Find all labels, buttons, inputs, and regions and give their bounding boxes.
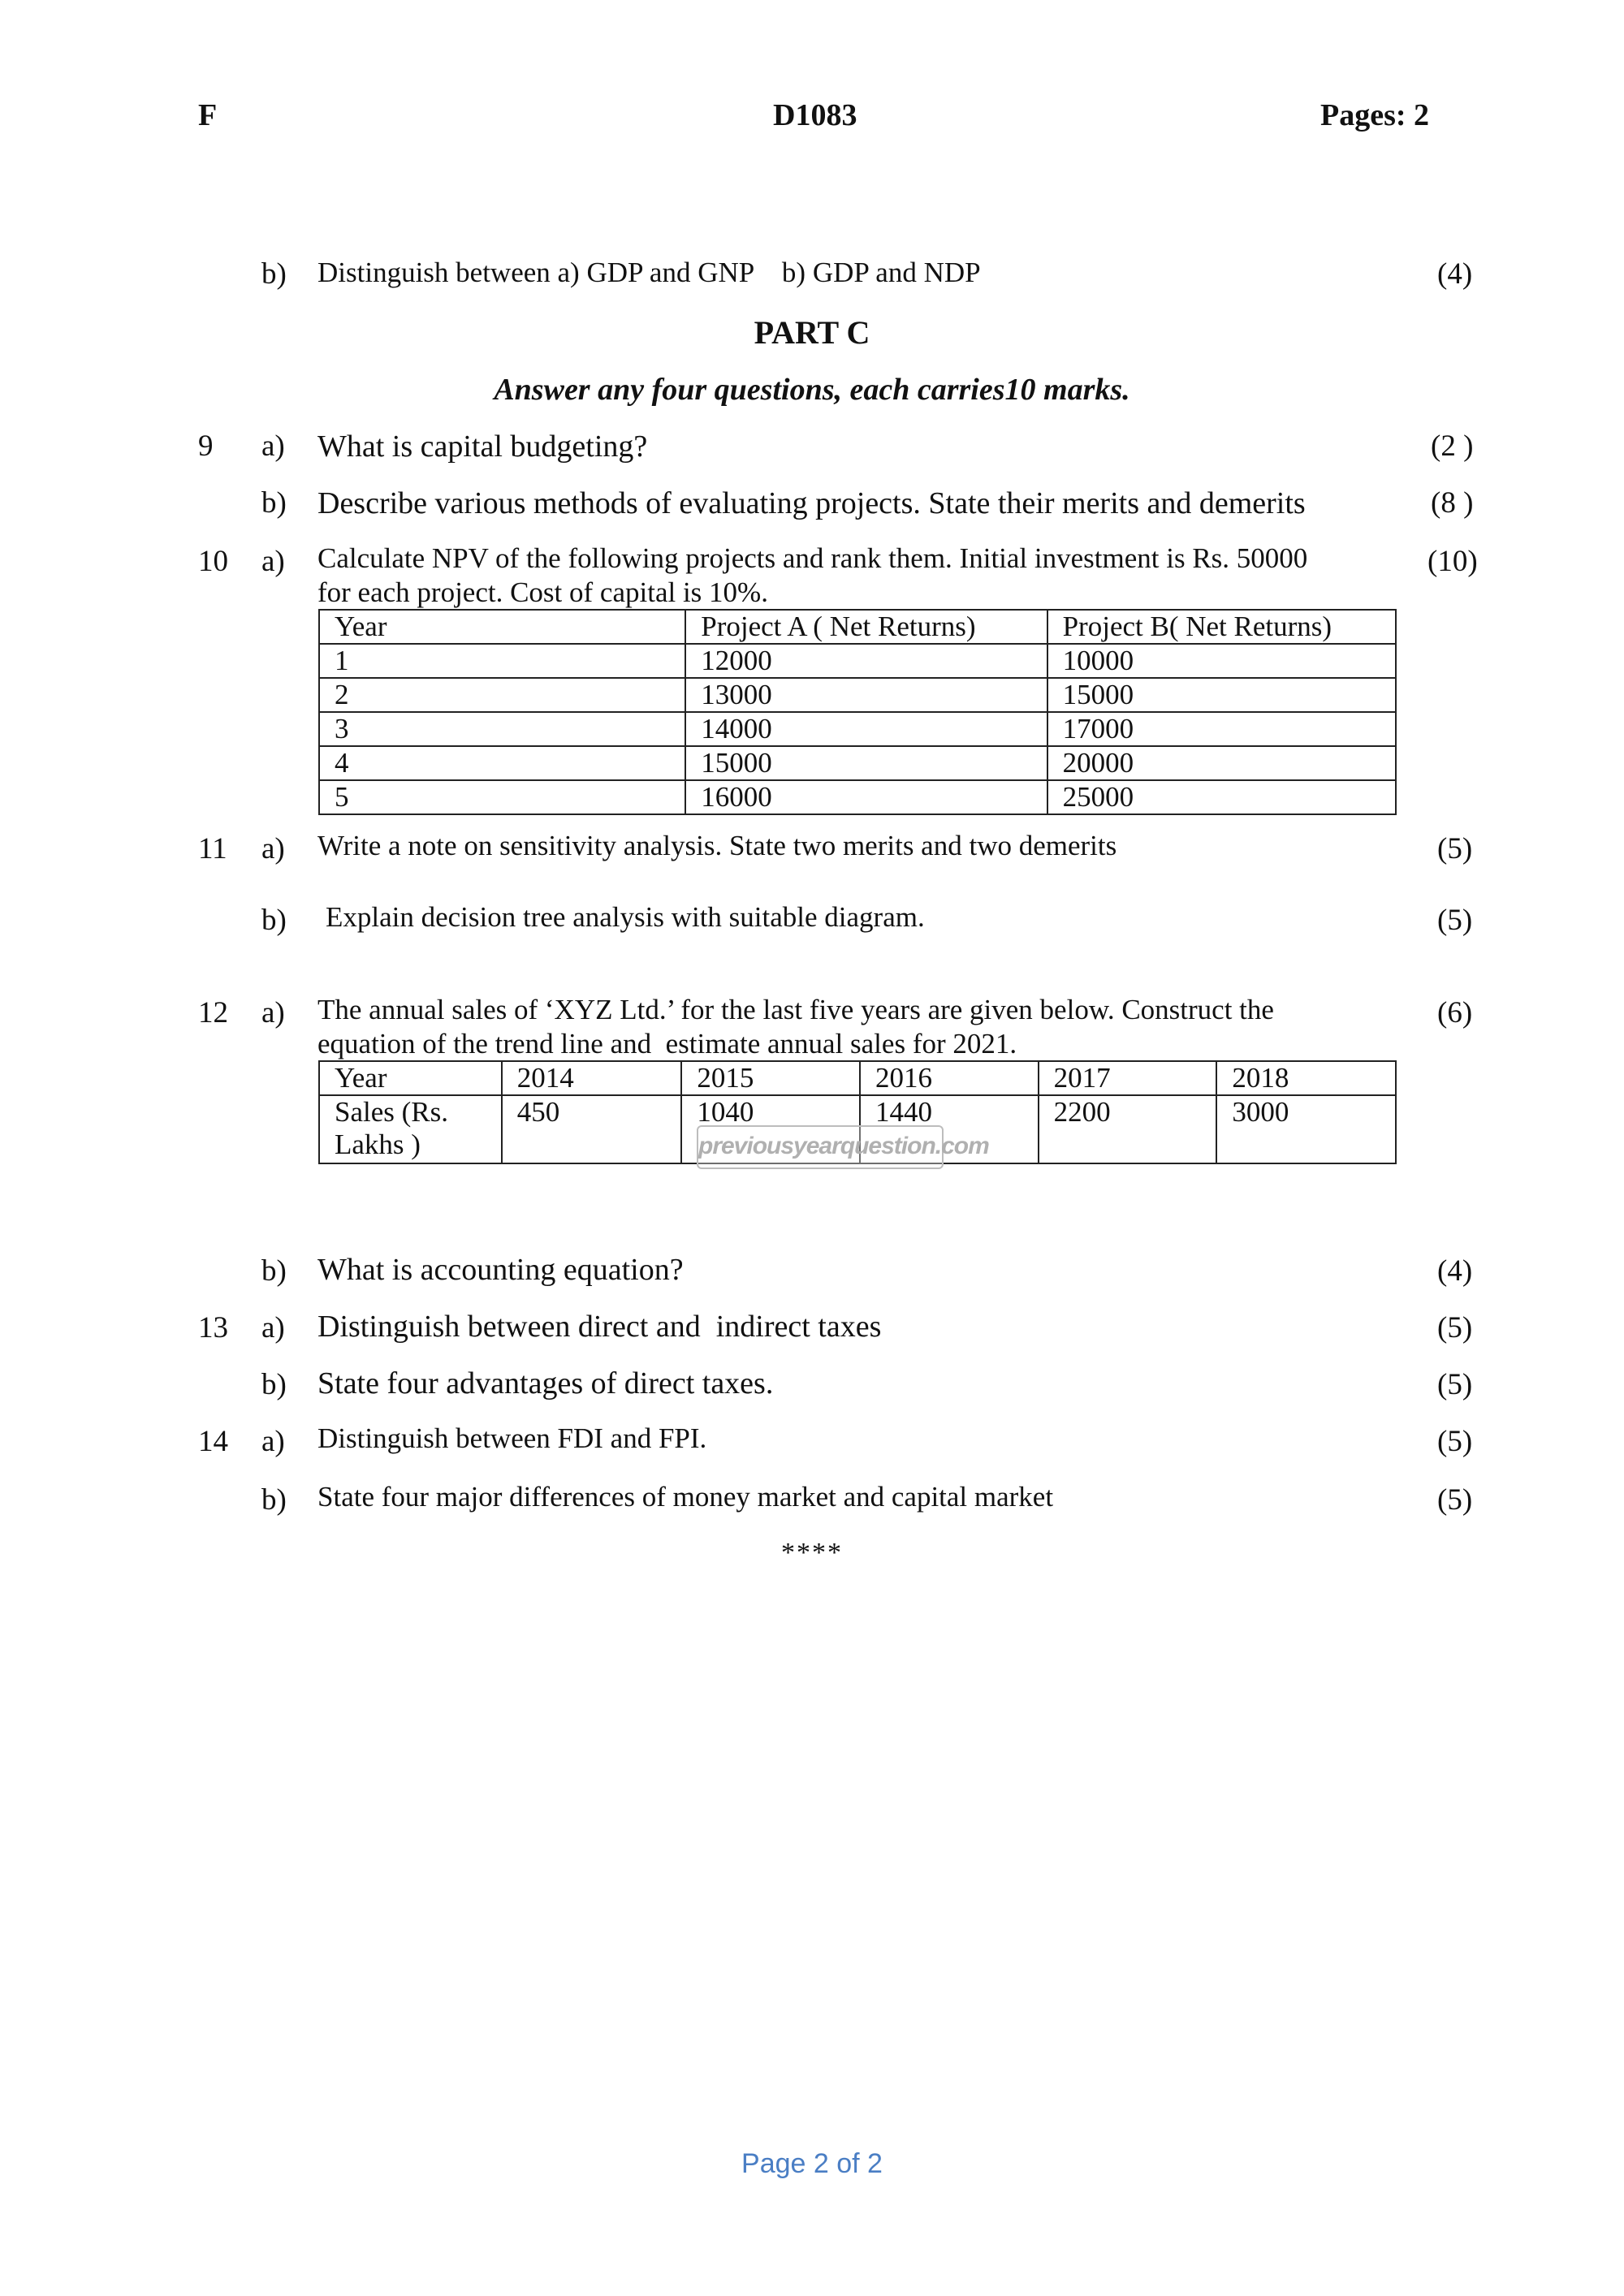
table-header-cell: Year — [319, 610, 685, 644]
end-mark: **** — [781, 1538, 843, 1568]
q12b-label: b) — [261, 1254, 287, 1288]
q13b-text: State four advantages of direct taxes. — [317, 1366, 774, 1400]
q9a-text: What is capital budgeting? — [317, 429, 648, 464]
q10a-label: a) — [261, 545, 285, 578]
table-row — [319, 644, 1396, 678]
q11-number: 11 — [198, 832, 227, 865]
table-cell: 20000 — [1047, 746, 1396, 780]
q13-number: 13 — [198, 1311, 228, 1344]
q12a-marks: (6) — [1437, 996, 1473, 1029]
q11a-label: a) — [261, 832, 285, 865]
q12b-text: What is accounting equation? — [317, 1253, 684, 1287]
table-cell: 16000 — [685, 780, 1047, 814]
table-cell: 13000 — [685, 678, 1047, 712]
q9b-marks: (8 ) — [1431, 486, 1474, 520]
table-cell-sales-label — [319, 1095, 502, 1163]
q13a-text: Distinguish between direct and indirect taxes — [317, 1310, 882, 1344]
table-cell: 17000 — [1047, 712, 1396, 746]
table-header-cell: Project B( Net Returns) — [1047, 610, 1396, 644]
table-cell: 3000 — [1216, 1095, 1396, 1163]
table-cell: 2018 — [1216, 1061, 1396, 1095]
table-row — [319, 1061, 1396, 1095]
part-c-instruction: Answer any four questions, each carries10 marks. — [494, 373, 1130, 407]
q11b-text: Explain decision tree analysis with suitable diagram. — [326, 901, 925, 933]
q11b-marks: (5) — [1437, 904, 1473, 937]
q12b-marks: (4) — [1437, 1254, 1473, 1288]
table-row — [319, 746, 1396, 780]
table-cell: 5 — [319, 780, 685, 814]
watermark: previousyearquestion.com — [697, 1125, 944, 1169]
table-cell: 4 — [319, 746, 685, 780]
header-left: F — [198, 98, 218, 132]
q14-number: 14 — [198, 1425, 228, 1458]
table-cell: 1440 — [860, 1095, 1039, 1163]
q8b-marks: (4) — [1437, 257, 1473, 291]
table-cell: 2 — [319, 678, 685, 712]
q10a-marks: (10) — [1427, 545, 1478, 578]
header-pages: Pages: 2 — [1320, 98, 1430, 132]
q8b-text: Distinguish between a) GDP and GNP b) GDP and NDP — [317, 257, 981, 288]
table-cell: Year — [319, 1061, 502, 1095]
table-cell: 2017 — [1039, 1061, 1217, 1095]
q14a-text: Distinguish between FDI and FPI. — [317, 1422, 707, 1454]
q13b-label: b) — [261, 1368, 287, 1401]
table-cell: 2016 — [860, 1061, 1039, 1095]
q14b-text: State four major differences of money market and capital market — [317, 1481, 1054, 1513]
sales-label-line1: Sales (Rs. — [335, 1096, 448, 1128]
q12a-label: a) — [261, 996, 285, 1029]
table-cell: 2014 — [502, 1061, 682, 1095]
q14a-label: a) — [261, 1425, 285, 1458]
q13a-label: a) — [261, 1311, 285, 1344]
table-cell: 3 — [319, 712, 685, 746]
table-cell: 12000 — [685, 644, 1047, 678]
q14a-marks: (5) — [1437, 1425, 1473, 1458]
q11a-text: Write a note on sensitivity analysis. State two merits and two demerits — [317, 830, 1117, 861]
q14b-label: b) — [261, 1483, 287, 1517]
q9b-text: Describe various methods of evaluating projects. State their merits and demerits — [317, 486, 1306, 520]
npv-table — [318, 609, 1397, 815]
q9a-label: a) — [261, 429, 285, 463]
table-cell: 10000 — [1047, 644, 1396, 678]
q13a-marks: (5) — [1437, 1311, 1473, 1344]
part-c-title: PART C — [754, 314, 870, 351]
q12a-line2: equation of the trend line and estimate annual sales for 2021. — [317, 1028, 1017, 1060]
q14b-marks: (5) — [1437, 1483, 1473, 1517]
q11a-marks: (5) — [1437, 832, 1473, 865]
q9-number: 9 — [198, 429, 214, 463]
table-cell: 450 — [502, 1095, 682, 1163]
table-cell: 2015 — [681, 1061, 860, 1095]
sales-label-line2: Lakhs ) — [335, 1129, 421, 1160]
q9a-marks: (2 ) — [1431, 429, 1474, 463]
q12-number: 12 — [198, 996, 228, 1029]
table-cell: 1 — [319, 644, 685, 678]
table-header-cell: Project A ( Net Returns) — [685, 610, 1047, 644]
table-cell: 14000 — [685, 712, 1047, 746]
table-cell: 1040 — [681, 1095, 860, 1163]
table-row — [319, 712, 1396, 746]
table-cell: 25000 — [1047, 780, 1396, 814]
q10a-line1: Calculate NPV of the following projects and rank them. Initial investment is Rs. 50000 — [317, 542, 1308, 574]
table-header-row — [319, 610, 1396, 644]
q11b-label: b) — [261, 904, 287, 937]
table-row — [319, 678, 1396, 712]
q12a-line1: The annual sales of ‘XYZ Ltd.’ for the last five years are given below. Construct the — [317, 994, 1274, 1025]
header-code: D1083 — [773, 98, 857, 132]
q13b-marks: (5) — [1437, 1368, 1473, 1401]
q10-number: 10 — [198, 545, 228, 578]
table-cell: 15000 — [685, 746, 1047, 780]
page-footer: Page 2 of 2 — [741, 2148, 883, 2179]
table-row — [319, 780, 1396, 814]
q9b-label: b) — [261, 486, 287, 520]
table-cell: 15000 — [1047, 678, 1396, 712]
q8b-label: b) — [261, 257, 287, 291]
q10a-line2: for each project. Cost of capital is 10%. — [317, 576, 768, 608]
table-cell: 2200 — [1039, 1095, 1217, 1163]
